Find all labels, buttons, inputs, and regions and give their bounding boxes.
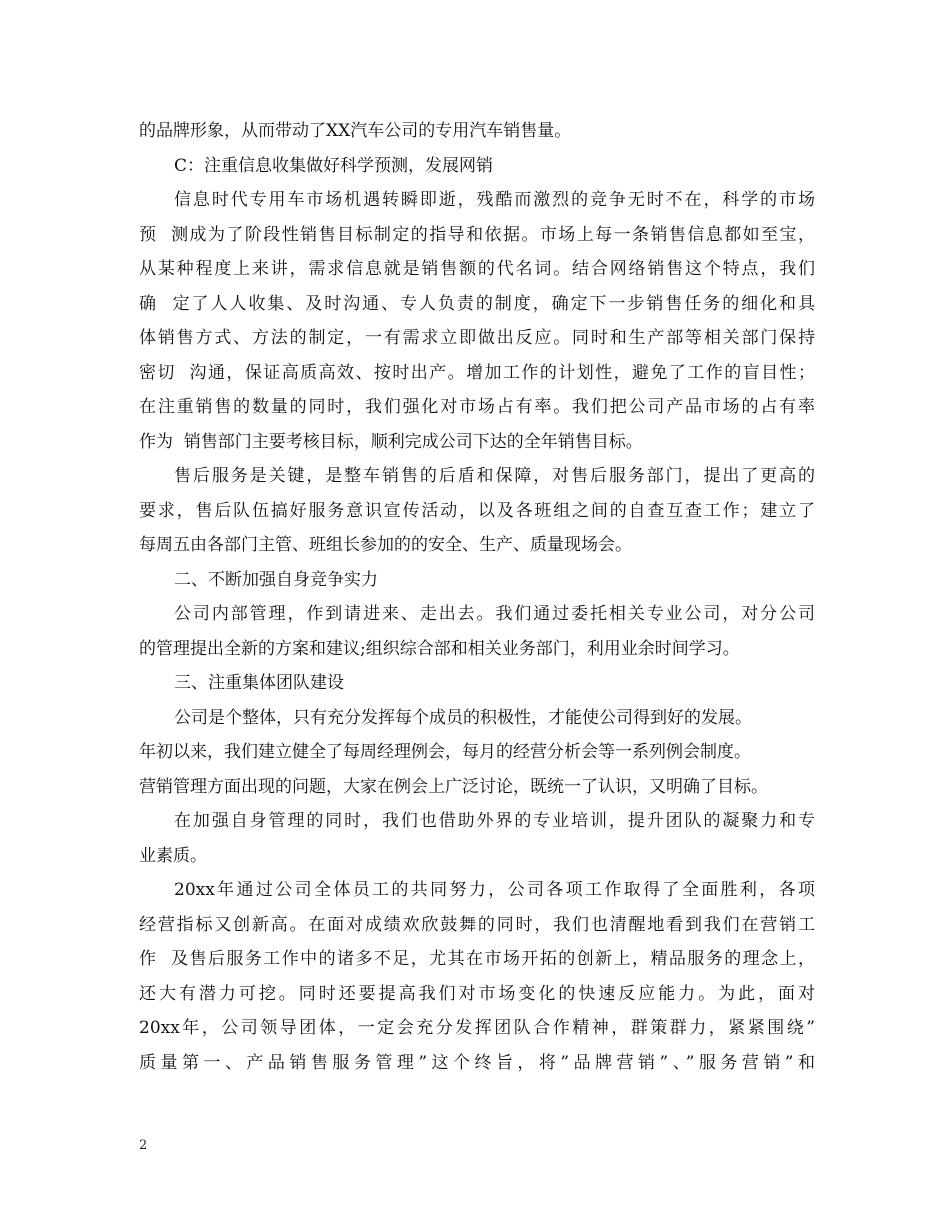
text-line: 质量第一、产品销售服务管理”这个终旨，将”品牌营销”、”服务营销”和: [139, 1052, 815, 1073]
text-line: 年初以来，我们建立健全了每周经理例会，每月的经营分析会等一系列例会制度。: [139, 742, 751, 762]
text-line: 经营指标又创新高。在面对成绩欢欣鼓舞的同时，我们也清醒地看到我们在营销工: [139, 914, 815, 935]
text-line: 预 测成为了阶段性销售目标制定的指导和依据。市场上每一条销售信息都如至宝，: [139, 224, 815, 245]
text-line: 公司是个整体，只有充分发挥每个成员的积极性，才能使公司得到好的发展。: [174, 707, 752, 728]
document-body: [139, 114, 815, 1080]
text-line: 体销售方式、方法的制定，一有需求立即做出反应。同时和生产部等相关部门保持: [139, 328, 815, 348]
text-line: 业素质。: [139, 845, 207, 866]
text-line: 在注重销售的数量的同时，我们强化对市场占有率。我们把公司产品市场的占有率: [139, 397, 815, 417]
text-line: 售后服务是关键，是整车销售的后盾和保障，对售后服务部门，提出了更高的: [174, 466, 815, 486]
text-line: 的管理提出全新的方案和建议;组织综合部和相关业务部门，利用业余时间学习。: [139, 638, 740, 659]
text-line: 的品牌形象，从而带动了XX汽车公司的专用汽车销售量。: [139, 121, 572, 141]
text-line: 信息时代专用车市场机遇转瞬即逝，残酷而激烈的竞争无时不在，科学的市场: [174, 190, 815, 210]
text-line: 从某种程度上来讲，需求信息就是销售额的代名词。结合网络销售这个特点，我们: [139, 259, 815, 279]
text-line: 要求，售后队伍搞好服务意识宣传活动，以及各班组之间的自查互查工作；建立了: [139, 500, 815, 521]
text-line: 在加强自身管理的同时，我们也借助外界的专业培训，提升团队的凝聚力和专: [174, 811, 815, 831]
text-line: 20xx年通过公司全体员工的共同努力，公司各项工作取得了全面胜利，各项: [174, 880, 815, 900]
text-line: 还大有潜力可挖。同时还要提高我们对市场变化的快速反应能力。为此，面对: [139, 983, 815, 1004]
text-line: 营销管理方面出现的问题，大家在例会上广泛讨论，既统一了认识，又明确了目标。: [139, 776, 768, 797]
text-line: 二、不断加强自身竞争实力: [174, 569, 378, 590]
text-line: 确 定了人人收集、及时沟通、专人负责的制度，确定下一步销售任务的细化和具: [139, 293, 815, 314]
text-line: 公司内部管理，作到请进来、走出去。我们通过委托相关专业公司，对分公司: [174, 604, 815, 624]
text-line: 密切 沟通，保证高质高效、按时出产。增加工作的计划性，避免了工作的盲目性；: [139, 362, 815, 383]
page-number: 2: [139, 1138, 148, 1153]
text-line: C：注重信息收集做好科学预测，发展网销: [174, 155, 494, 176]
text-line: 作 及售后服务工作中的诸多不足，尤其在市场开拓的创新上，精品服务的理念上，: [139, 949, 815, 969]
text-line: 20xx年，公司领导团体，一定会充分发挥团队合作精神，群策群力，紧紧围绕”: [139, 1018, 815, 1038]
text-line: 三、注重集体团队建设: [174, 673, 344, 693]
text-line: 每周五由各部门主管、班组长参加的的安全、生产、质量现场会。: [139, 535, 632, 555]
text-line: 作为 销售部门主要考核目标，顺利完成公司下达的全年销售目标。: [139, 431, 643, 452]
